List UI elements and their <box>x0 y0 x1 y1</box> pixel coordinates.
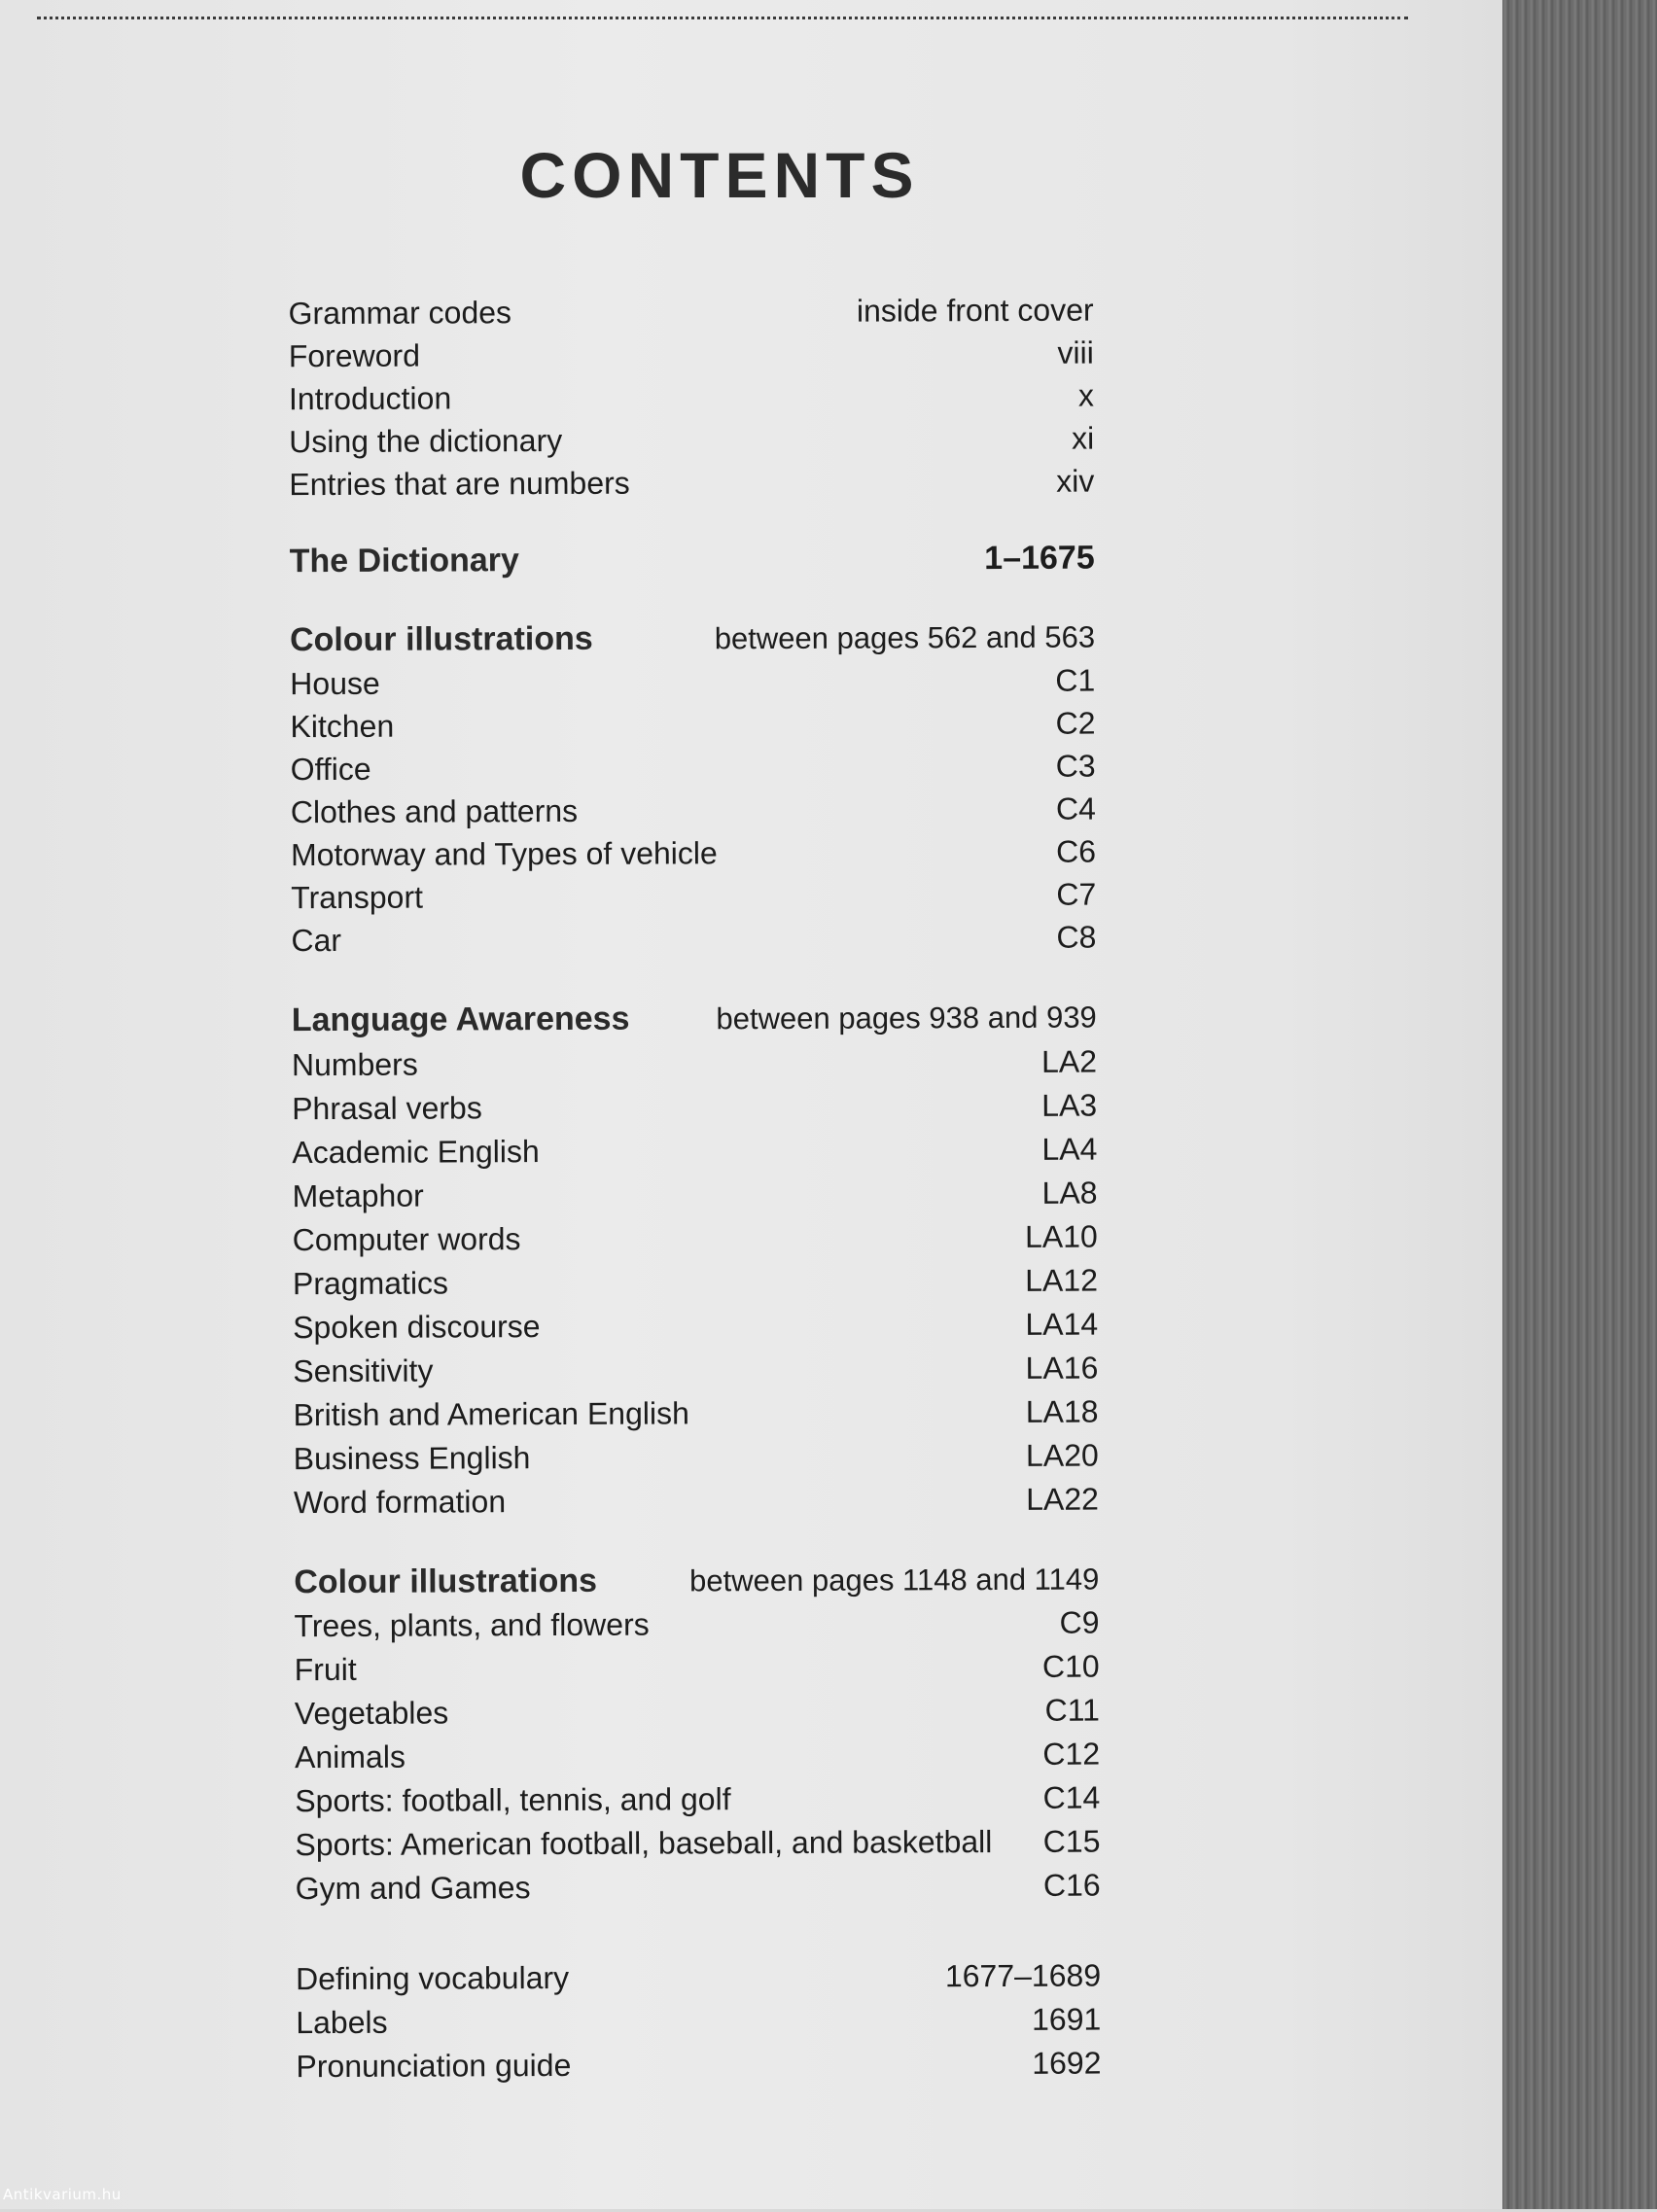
toc-row <box>289 289 1094 335</box>
section-heading-row <box>290 615 1095 662</box>
entry-page: C1 <box>1055 662 1096 698</box>
entry-label: Introduction <box>288 380 452 417</box>
entry-label: Using the dictionary <box>289 422 563 460</box>
entry-page: LA2 <box>1040 1043 1098 1079</box>
entry-page: x <box>1077 377 1095 413</box>
entry-page: LA14 <box>1025 1306 1099 1342</box>
entry-label: Phrasal verbs <box>292 1090 482 1127</box>
entry-page: xi <box>1071 420 1095 456</box>
entry-label: Office <box>290 751 371 788</box>
watermark: Antikvarium.hu <box>3 2186 122 2203</box>
entry-page: C12 <box>1042 1736 1101 1772</box>
entry-label: Transport <box>291 879 424 916</box>
entry-label: Computer words <box>292 1221 521 1258</box>
dictionary-label: The Dictionary <box>289 542 519 580</box>
entry-label: Grammar codes <box>288 295 512 332</box>
toc-row <box>294 1434 1099 1481</box>
section-heading-row <box>294 1558 1099 1604</box>
entry-label: Pronunciation guide <box>296 2047 572 2085</box>
toc-row <box>289 332 1094 378</box>
entry-page: C10 <box>1041 1648 1100 1684</box>
toc-row <box>289 460 1094 507</box>
entry-label: Entries that are numbers <box>289 465 630 503</box>
entry-label: Word formation <box>293 1484 507 1521</box>
entry-label: Vegetables <box>294 1695 449 1732</box>
page-title: CONTENTS <box>519 139 920 211</box>
section-range: between pages 938 and 939 <box>716 1000 1097 1036</box>
entry-label: Sensitivity <box>293 1352 434 1389</box>
toc-row <box>294 1601 1099 1648</box>
entry-label: Defining vocabulary <box>295 1959 570 1997</box>
entry-page: LA20 <box>1025 1437 1099 1473</box>
toc-row <box>295 1820 1100 1867</box>
entry-label: British and American English <box>293 1395 689 1433</box>
entry-page: C14 <box>1042 1779 1101 1815</box>
toc-row <box>296 1864 1101 1911</box>
toc-row <box>295 1689 1100 1736</box>
entry-page: LA16 <box>1025 1350 1099 1386</box>
entry-page: LA22 <box>1026 1481 1100 1517</box>
toc-row <box>294 1478 1099 1525</box>
toc-row <box>291 788 1096 834</box>
toc-row <box>292 1084 1097 1131</box>
entry-label: House <box>290 665 380 702</box>
entry-page: xiv <box>1056 463 1095 499</box>
toc-row <box>295 1645 1100 1692</box>
entry-page: 1691 <box>1031 2001 1102 2037</box>
toc-row <box>293 1303 1098 1350</box>
entry-page: LA8 <box>1041 1175 1098 1211</box>
entry-page: C16 <box>1042 1867 1101 1903</box>
entry-page: LA18 <box>1025 1393 1099 1429</box>
toc-row <box>296 1998 1101 2045</box>
section-heading: Language Awareness <box>291 1000 630 1039</box>
toc-row <box>292 1040 1097 1087</box>
toc-row <box>293 1347 1098 1393</box>
section-heading: Colour illustrations <box>289 619 593 659</box>
entry-label: Foreword <box>288 337 421 374</box>
entry-page: C6 <box>1056 833 1097 869</box>
toc-row <box>296 2042 1101 2089</box>
entry-page: C8 <box>1056 919 1097 955</box>
entry-label: Animals <box>295 1738 405 1775</box>
entry-page: C3 <box>1055 748 1096 784</box>
toc-row <box>293 1390 1098 1437</box>
entry-page: C11 <box>1044 1692 1100 1728</box>
entry-label: Sports: football, tennis, and golf <box>295 1781 731 1819</box>
toc-row <box>289 417 1094 464</box>
entry-label: Clothes and patterns <box>290 792 579 830</box>
entry-label: Academic English <box>292 1134 540 1171</box>
entry-page: 1677–1689 <box>944 1957 1102 1994</box>
entry-page: LA4 <box>1041 1131 1098 1167</box>
toc-row <box>289 374 1094 421</box>
toc-row <box>291 916 1096 963</box>
entry-page: inside front cover <box>856 292 1094 329</box>
section-range: between pages 1148 and 1149 <box>689 1562 1100 1598</box>
entry-label: Numbers <box>291 1046 418 1083</box>
entry-page: 1692 <box>1032 2045 1102 2081</box>
toc-row <box>290 702 1095 749</box>
entry-label: Motorway and Types of vehicle <box>290 835 718 873</box>
entry-label: Spoken discourse <box>293 1309 541 1346</box>
toc-row <box>290 659 1095 706</box>
entry-label: Trees, plants, and flowers <box>294 1606 650 1644</box>
entry-label: Fruit <box>294 1651 357 1688</box>
toc-row <box>291 830 1096 877</box>
entry-page: C7 <box>1056 876 1097 912</box>
entry-label: Sports: American football, baseball, and basketball <box>295 1824 993 1863</box>
entry-page: LA3 <box>1041 1087 1098 1123</box>
section-range: between pages 562 and 563 <box>714 619 1096 656</box>
toc-row <box>292 1128 1097 1175</box>
dictionary-pages: 1–1675 <box>984 539 1095 578</box>
entry-label: Metaphor <box>292 1177 424 1214</box>
toc-row <box>295 1776 1100 1823</box>
entry-label: Business English <box>293 1440 531 1477</box>
toc-row <box>295 1733 1100 1779</box>
section-heading-row <box>292 996 1097 1042</box>
toc-row <box>291 873 1096 920</box>
toc-row <box>293 1215 1098 1262</box>
toc-row <box>291 745 1096 791</box>
entry-page: viii <box>1057 334 1094 370</box>
toc-row <box>296 1954 1101 2001</box>
entry-page: C15 <box>1042 1823 1101 1859</box>
entry-page: C2 <box>1055 705 1096 741</box>
entry-page: LA10 <box>1024 1218 1098 1254</box>
toc-row <box>293 1259 1098 1306</box>
entry-page: LA12 <box>1025 1262 1099 1298</box>
entry-label: Gym and Games <box>295 1870 531 1907</box>
entry-label: Car <box>291 922 342 959</box>
entry-page: C9 <box>1059 1604 1100 1640</box>
book-spine <box>1502 0 1657 2209</box>
entry-label: Pragmatics <box>292 1265 449 1302</box>
dictionary-heading-row <box>290 537 1095 583</box>
entry-page: C4 <box>1055 790 1096 826</box>
section-heading: Colour illustrations <box>294 1562 598 1601</box>
entry-label: Kitchen <box>290 708 395 745</box>
entry-label: Labels <box>296 2004 388 2041</box>
toc-row <box>292 1172 1097 1218</box>
